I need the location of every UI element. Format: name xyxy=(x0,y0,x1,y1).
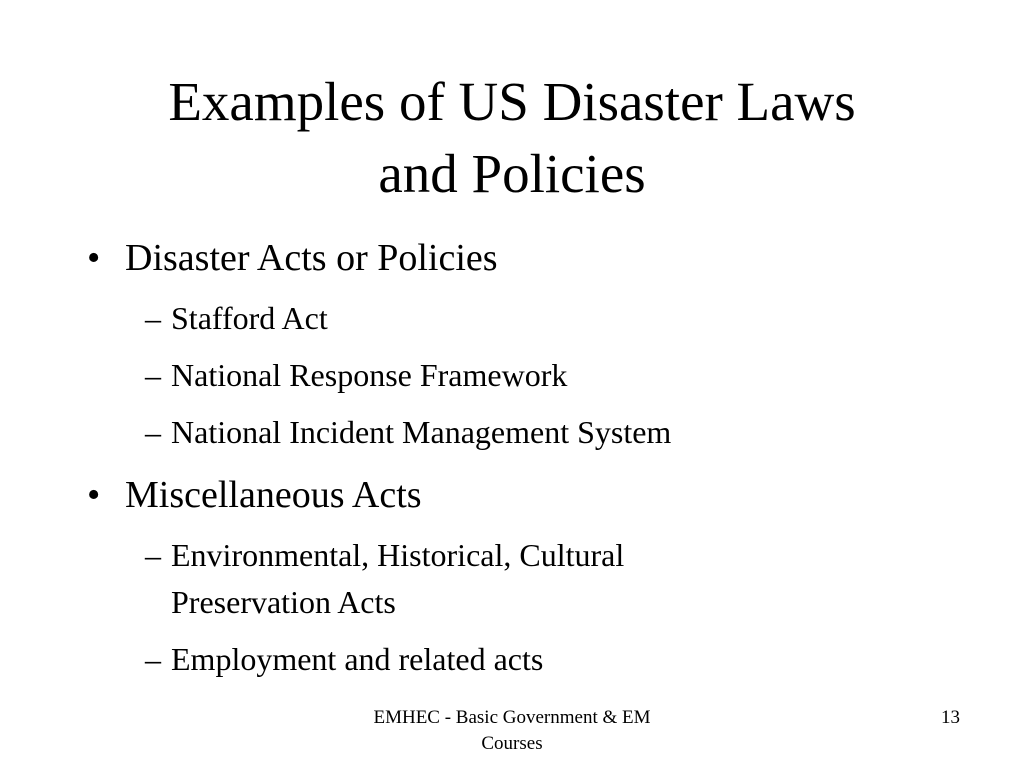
footer-text xyxy=(352,705,672,757)
sub-item-national-response-framework xyxy=(145,352,567,399)
sub-item-text: Stafford Act xyxy=(171,300,328,336)
sub-item-environmental-acts xyxy=(145,532,624,626)
sub-item-text-continuation: Preservation Acts xyxy=(171,584,396,620)
bullet-item-miscellaneous-acts xyxy=(87,473,422,517)
bullet-icon: • xyxy=(87,474,101,516)
sub-item-text: National Response Framework xyxy=(171,357,568,393)
sub-item-nims xyxy=(145,409,671,456)
sub-item-employment-acts xyxy=(145,636,543,683)
dash-icon: – xyxy=(145,300,161,336)
sub-item-stafford-act xyxy=(145,295,328,342)
footer-line-1: EMHEC - Basic Government & EM xyxy=(373,707,651,728)
sub-item-text: National Incident Management System xyxy=(171,414,672,450)
sub-item-text: Environmental, Historical, Cultural xyxy=(171,537,625,573)
bullet-icon: • xyxy=(87,237,101,279)
slide-title-line-1: Examples of US Disaster Laws xyxy=(168,71,856,132)
slide-title-line-2: and Policies xyxy=(378,143,646,204)
bullet-item-disaster-acts xyxy=(87,236,498,280)
dash-icon: – xyxy=(145,641,161,677)
dash-icon: – xyxy=(145,357,161,393)
bullet-text: Miscellaneous Acts xyxy=(125,474,422,516)
slide-number: 13 xyxy=(941,707,960,728)
footer-line-2: Courses xyxy=(481,733,543,754)
dash-icon: – xyxy=(145,414,161,450)
bullet-text: Disaster Acts or Policies xyxy=(125,237,498,279)
sub-item-text: Employment and related acts xyxy=(171,641,544,677)
dash-icon: – xyxy=(145,537,161,573)
